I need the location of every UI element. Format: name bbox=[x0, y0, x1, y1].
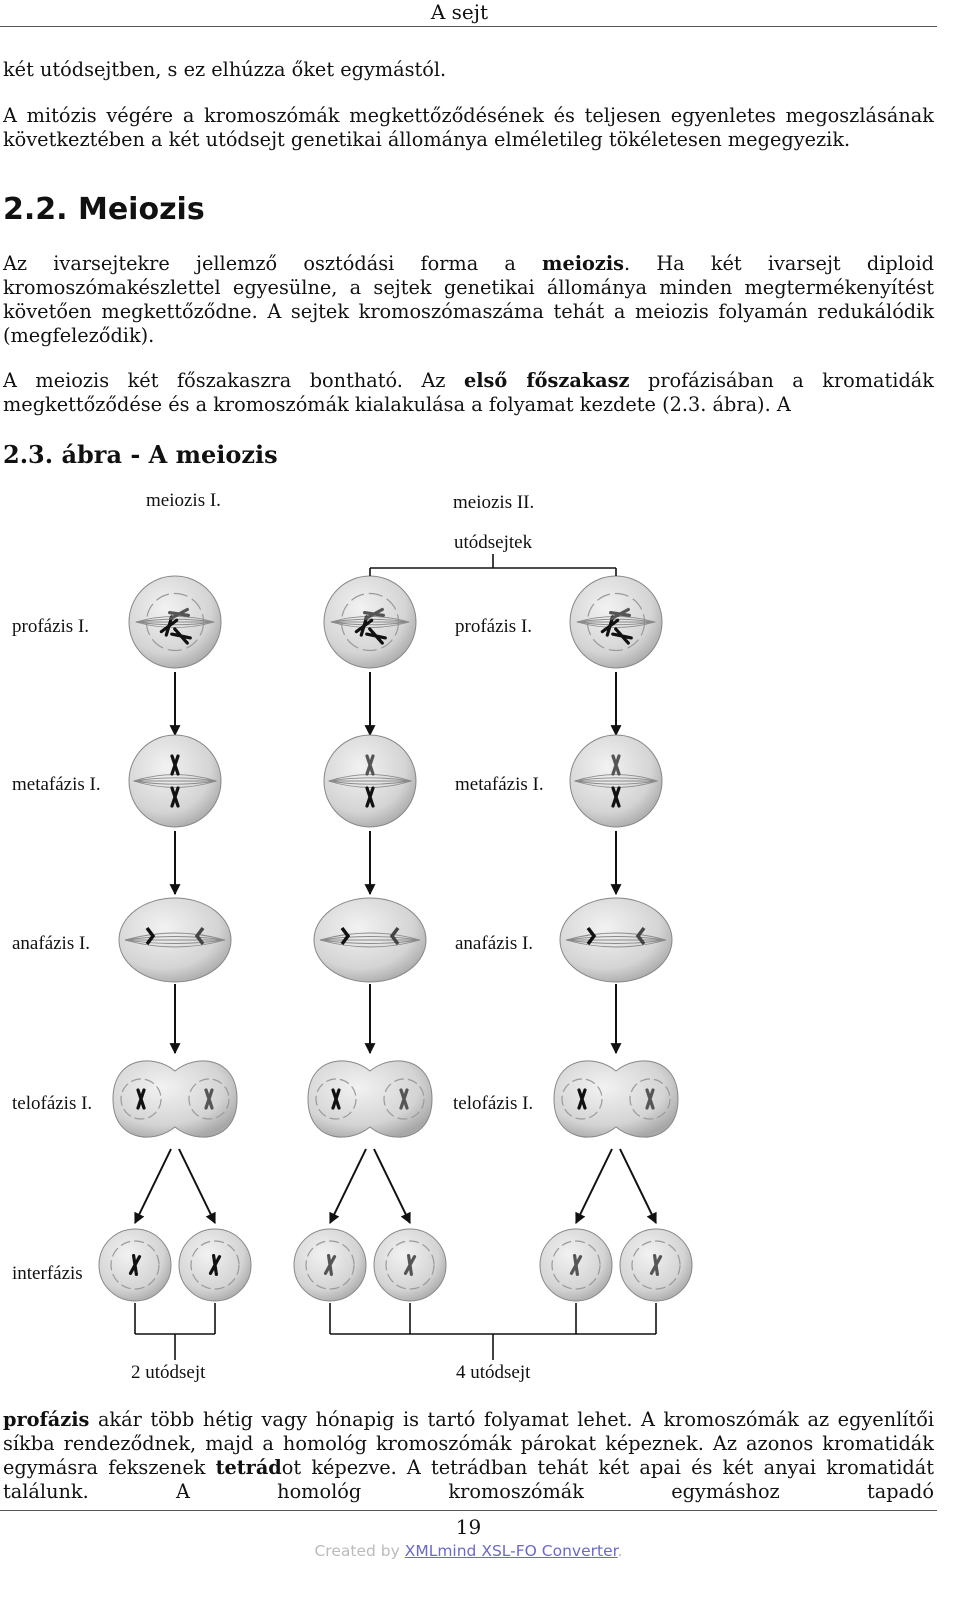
p2-text-c: profázisában a kromatidák megkettőződése és a kromoszómák kialakulása a folyamat kezdete (2.3. ábra). A bbox=[3, 369, 934, 416]
header-title: A sejt bbox=[430, 0, 488, 24]
p3-text-b: akár több hétig vagy hónapig is tartó folyamat lehet. A kromoszómák az egyenlítői síkba rendeződnek, majd a homológ kromoszómák párokat képeznek. Az azonos kromatidák egymásra fekszenek bbox=[3, 1408, 934, 1479]
arrow bbox=[330, 1149, 366, 1223]
arrow bbox=[179, 1149, 215, 1223]
p3-text-d: ot képezve. A tetrádban tehát két apai és két anyai kromatidát találunk. A homológ kromoszómák egymáshoz tapadó bbox=[3, 1456, 934, 1503]
converter-link[interactable]: XMLmind XSL-FO Converter bbox=[404, 1542, 618, 1560]
section-title: 2.2. Meiozis bbox=[3, 192, 205, 227]
p3-bold-tetrad: tetrád bbox=[215, 1456, 282, 1479]
right-stage-metaphase: metafázis I. bbox=[455, 774, 544, 795]
arrow bbox=[135, 1149, 171, 1223]
telophase-cell bbox=[113, 1061, 237, 1137]
p1-bold-term: meiozis bbox=[542, 252, 625, 275]
right-stage-prophase: profázis I. bbox=[455, 616, 533, 637]
figure-title: 2.3. ábra - A meiozis bbox=[3, 440, 278, 469]
left-stage-interphase: interfázis bbox=[12, 1263, 83, 1284]
arrow bbox=[620, 1149, 656, 1223]
p3-bold-prophase: profázis bbox=[3, 1408, 90, 1431]
left-stage-telophase: telofázis I. bbox=[12, 1093, 93, 1114]
telophase-cell bbox=[554, 1061, 678, 1137]
credit-prefix: Created by bbox=[314, 1542, 405, 1560]
p1-text-c: . Ha két ivarsejt diploid kromoszómakészlettel egyesülne, a sejtek genetikai állománya minden megtermékenyítést követően megkettőződne. A sejtek kromoszómaszáma tehát a meiozis folyamán redukálódik (megfeleződik). bbox=[3, 252, 934, 347]
page-number: 19 bbox=[455, 1515, 482, 1539]
two-daughter-cells-label: 2 utódsejt bbox=[131, 1362, 206, 1383]
telophase-cell bbox=[308, 1061, 432, 1137]
meiosis-2-label: meiozis II. bbox=[453, 492, 535, 513]
right-stage-telophase: telofázis I. bbox=[453, 1093, 534, 1114]
daughter-cells-label: utódsejtek bbox=[454, 532, 533, 553]
page-header bbox=[0, 0, 937, 27]
intro-paragraph-1: két utódsejtben, s ez elhúzza őket egymástól. bbox=[3, 58, 447, 81]
p1-text-a: Az ivarsejtekre jellemző osztódási forma a bbox=[3, 252, 543, 275]
left-stage-anaphase: anafázis I. bbox=[12, 933, 91, 954]
footer-credit bbox=[0, 1542, 937, 1560]
four-daughter-cells-label: 4 utódsejt bbox=[456, 1362, 531, 1383]
arrow bbox=[374, 1149, 410, 1223]
p2-bold-term: első főszakasz bbox=[463, 369, 630, 392]
meiosis-1-label: meiozis I. bbox=[146, 490, 221, 511]
arrow bbox=[576, 1149, 612, 1223]
meiosis-paragraph-3 bbox=[3, 1408, 934, 1504]
left-stage-prophase: profázis I. bbox=[12, 616, 90, 637]
meiosis-paragraph-2 bbox=[3, 369, 934, 417]
intro-paragraph-2: A mitózis végére a kromoszómák megkettőződésének és teljesen egyenletes megoszlásának következtében a két utódsejt genetikai állománya elméletileg tökéletesen megegyezik. bbox=[3, 104, 934, 151]
meiosis-figure bbox=[0, 480, 960, 1400]
credit-suffix: . bbox=[617, 1542, 623, 1560]
footer-rule bbox=[0, 1510, 937, 1511]
left-stage-metaphase: metafázis I. bbox=[12, 774, 101, 795]
p2-text-a: A meiozis két főszakaszra bontható. Az bbox=[3, 369, 464, 392]
right-stage-anaphase: anafázis I. bbox=[455, 933, 534, 954]
meiosis-paragraph-1 bbox=[3, 252, 934, 348]
